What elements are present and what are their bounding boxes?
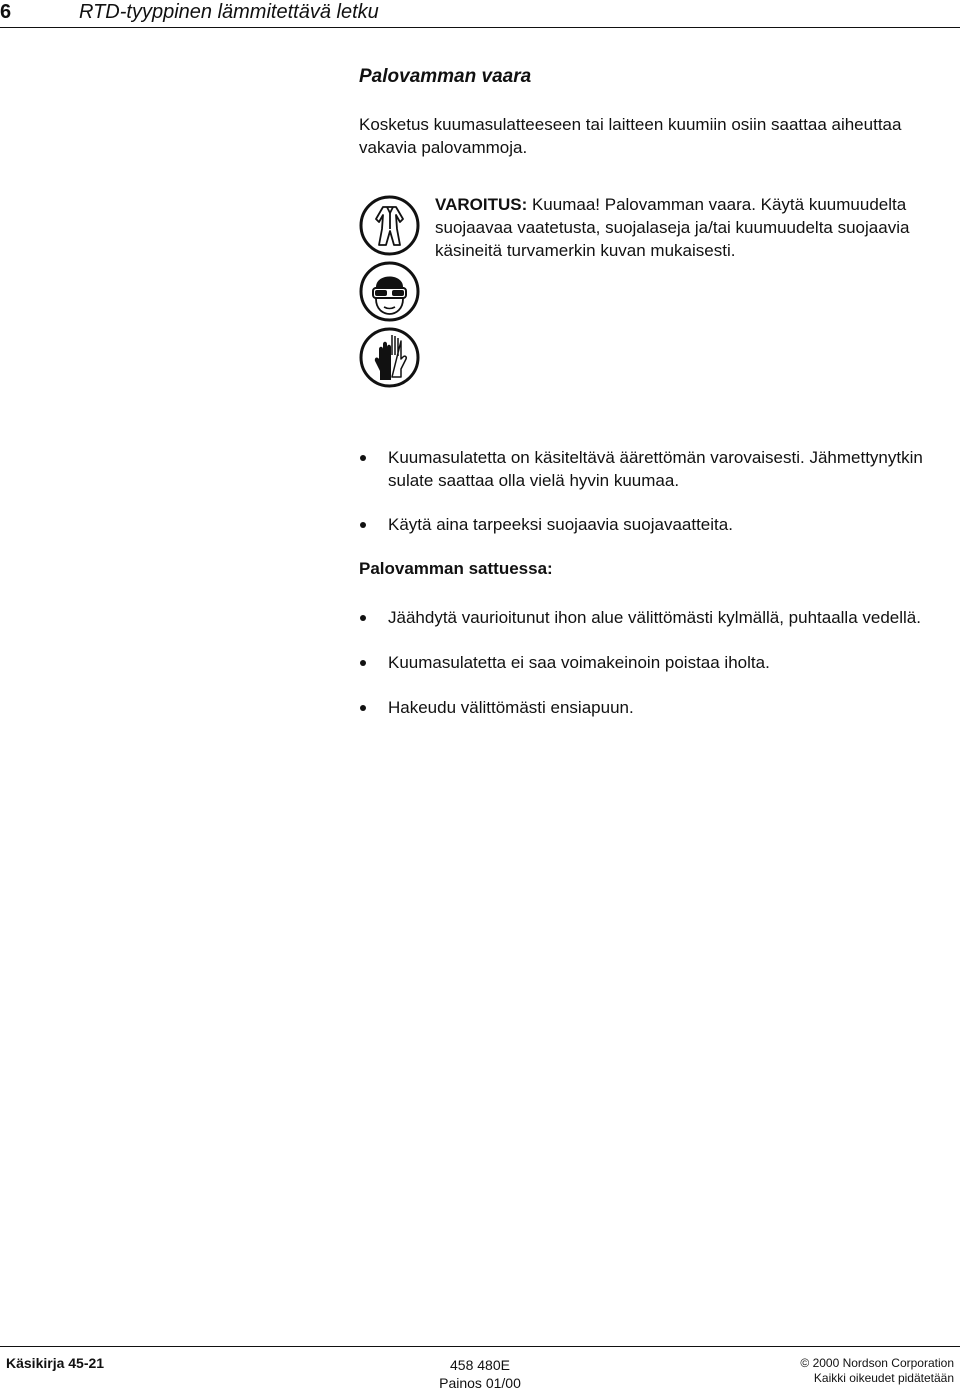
safety-goggles-icon (359, 261, 420, 322)
bullet-icon (360, 455, 366, 461)
copyright (800, 1356, 954, 1386)
bullet-icon (360, 615, 366, 621)
section-heading: Palovamman vaara (359, 66, 532, 87)
header-divider (0, 27, 960, 28)
first-aid-list (359, 606, 959, 719)
warning-label: VAROITUS: (435, 195, 528, 214)
footer-divider (0, 1346, 960, 1347)
rights-line: Kaikki oikeudet pidätetään (813, 1371, 954, 1385)
bullet-icon (360, 705, 366, 711)
protective-gloves-icon (359, 327, 420, 388)
page-title: RTD-tyyppinen lämmitettävä letku (79, 1, 379, 23)
list-item: Jäähdytä vaurioitunut ihon alue välittömästi kylmällä, puhtaalla vedellä. (359, 606, 959, 629)
bullet-icon (360, 522, 366, 528)
burn-instructions-heading: Palovamman sattuessa: (359, 559, 553, 578)
manual-number: Käsikirja 45-21 (6, 1355, 105, 1371)
precaution-list (359, 446, 959, 492)
copyright-line: © 2000 Nordson Corporation (800, 1356, 954, 1370)
page-header (0, 0, 960, 30)
warning-body: Kuumaa! Palovamman vaara. Käytä kuumuudelta suojaavaa vaatetusta, suojalaseja ja/tai kuumuudelta suojaavia käsineitä turvamerkin kuvan mukaisesti. (435, 195, 910, 260)
list-item: Käytä aina tarpeeksi suojaavia suojavaatteita. (359, 513, 959, 536)
intro-paragraph: Kosketus kuumasulatteeseen tai laitteen kuumiin osiin saattaa aiheuttaa vakavia palovammoja. (359, 115, 902, 157)
protective-clothing-icon (359, 195, 420, 256)
page-number: 6 (0, 1, 12, 23)
clothing-list (359, 513, 959, 536)
bullet-icon (360, 660, 366, 666)
edition: Painos 01/00 (439, 1375, 521, 1391)
list-item: Kuumasulatetta on käsiteltävä äärettömän varovaisesti. Jähmettynytkin sulate saattaa olla vielä hyvin kuumaa. (359, 446, 959, 492)
document-info (400, 1356, 560, 1392)
list-item: Kuumasulatetta ei saa voimakeinoin poistaa iholta. (359, 651, 959, 674)
warning-paragraph (435, 193, 960, 262)
part-number: 458 480E (450, 1357, 510, 1373)
list-item: Hakeudu välittömästi ensiapuun. (359, 696, 959, 719)
